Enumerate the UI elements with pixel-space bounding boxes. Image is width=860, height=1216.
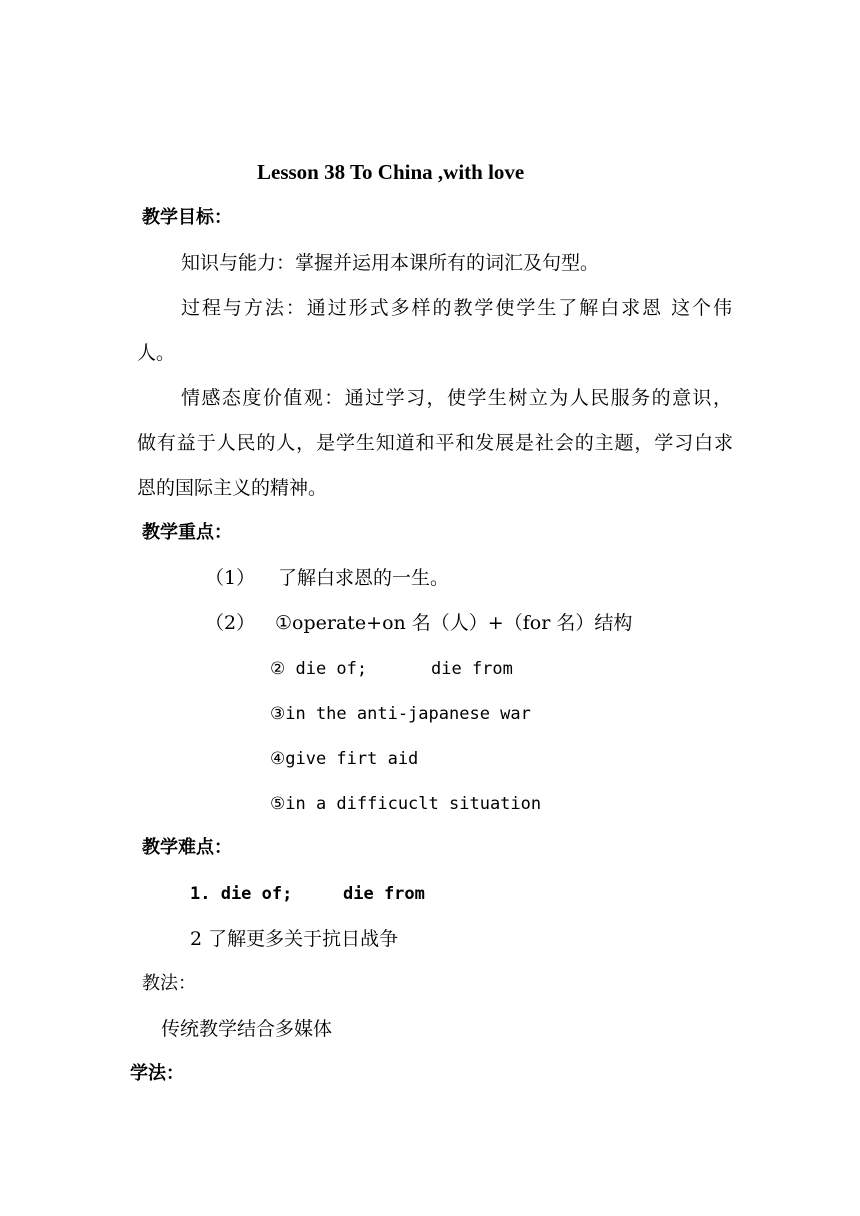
key-point-sub-2a: ② die of; — [270, 659, 368, 679]
goals-emotion-line3: 恩的国际主义的精神。 — [137, 477, 328, 499]
goals-process-line1: 过程与方法：通过形式多样的教学使学生了解白求恩 这个伟 — [181, 297, 732, 319]
difficulty-1a: 1. die of; — [190, 884, 293, 904]
method-text: 传统教学结合多媒体 — [161, 1018, 333, 1040]
key-point-1-number: （1） — [205, 567, 256, 589]
goals-process-line2: 人。 — [137, 342, 176, 364]
key-point-sub-5: ⑤in a difficuclt situation — [270, 794, 542, 814]
key-point-sub-2b: die from — [431, 659, 513, 679]
key-point-1-text: 了解白求恩的一生。 — [278, 567, 450, 589]
key-point-2-text: ①operate+on 名（人）+（for 名）结构 — [275, 612, 633, 634]
difficulty-2: 2 了解更多关于抗日战争 — [190, 928, 399, 950]
key-point-sub-4: ④give firt aid — [270, 749, 419, 769]
key-point-2-number: （2） — [205, 612, 256, 634]
difficulty-1b: die from — [343, 884, 425, 904]
method-heading: 教法： — [142, 973, 196, 994]
key-point-sub-3: ③in the anti-japanese war — [270, 704, 531, 724]
key-points-heading: 教学重点： — [142, 522, 232, 543]
goals-emotion-line1: 情感态度价值观：通过学习，使学生树立为人民服务的意识， — [181, 387, 732, 409]
goals-knowledge: 知识与能力：掌握并运用本课所有的词汇及句型。 — [181, 252, 600, 274]
goals-emotion-line2: 做有益于人民的人，是学生知道和平和发展是社会的主题，学习白求 — [137, 432, 733, 454]
difficulties-heading: 教学难点： — [142, 837, 232, 858]
study-heading: 学法： — [130, 1063, 184, 1084]
lesson-title: Lesson 38 To China ,with love — [257, 160, 525, 184]
goals-heading: 教学目标： — [142, 207, 232, 228]
